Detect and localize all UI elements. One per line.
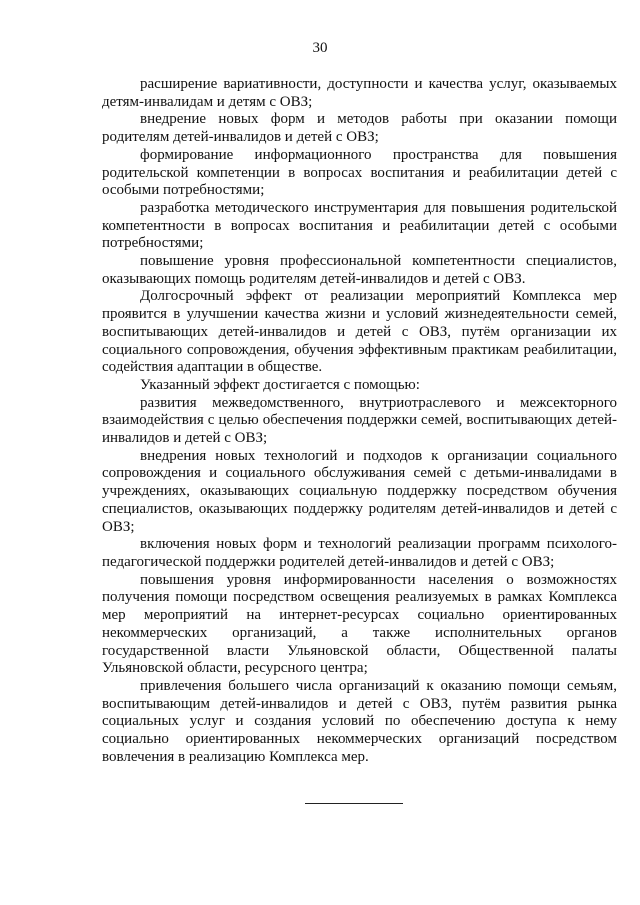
paragraph: внедрение новых форм и методов работы при оказании помощи родителям детей-инвалидов и детей с ОВЗ; — [102, 111, 617, 146]
paragraph: Долгосрочный эффект от реализации мероприятий Комплекса мер проявится в улучшении качества жизни и условий жизнедеятельности семей, воспитывающих детей-инвалидов и детей с ОВЗ, путём организации их социального сопровождения, обучения эффективным практикам реабилитации, содействия адаптации в обществе. — [102, 288, 617, 376]
end-of-document-line — [305, 803, 403, 804]
paragraph: разработка методического инструментария для повышения родительской компетентности в вопросах воспитания и реабилитации детей с особыми потребностями; — [102, 199, 617, 252]
paragraph: включения новых форм и технологий реализации программ психолого-педагогической поддержки родителей детей-инвалидов и детей с ОВЗ; — [102, 536, 617, 570]
paragraph: внедрения новых технологий и подходов к организации социального сопровождения и социального обслуживания семей с детьми-инвалидами в учреждениях, оказывающих социальную поддержку посредством обучения специалистов, оказывающих поддержку родителям детей-инвалидов и детей с ОВЗ; — [102, 447, 617, 535]
page-number: 30 — [312, 40, 328, 56]
paragraph: формирование информационного пространства для повышения родительской компетенции в вопросах воспитания и реабилитации детей с особыми потребностями; — [102, 146, 617, 199]
paragraph: повышения уровня информированности населения о возможностях получения помощи посредством освещения реализуемых в рамках Комплекса мер мероприятий на интернет-ресурсах социально ориентированных некоммерческих организаций, а также исполнительных органов государственной власти Ульяновской области, Общественной палаты Ульяновской области, ресурсного центра; — [102, 571, 617, 677]
paragraph: расширение вариативности, доступности и качества услуг, оказываемых детям-инвалидам и детям с ОВЗ; — [102, 76, 617, 110]
paragraph: Указанный эффект достигается с помощью: — [140, 376, 420, 393]
paragraph: привлечения большего числа организаций к оказанию помощи семьям, воспитывающим детей-инвалидов и детей с ОВЗ, путём развития рынка социальных услуг и создания условий по обеспечению доступа к нему социально ориентированных некоммерческих организаций посредством вовлечения в реализацию Комплекса мер. — [102, 677, 617, 765]
document-body — [102, 76, 617, 766]
paragraph: развития межведомственного, внутриотраслевого и межсекторного взаимодействия с целью обеспечения поддержки семей, воспитывающих детей-инвалидов и детей с ОВЗ; — [102, 394, 617, 447]
paragraph: повышение уровня профессиональной компетентности специалистов, оказывающих помощь родителям детей-инвалидов и детей с ОВЗ. — [102, 253, 617, 287]
